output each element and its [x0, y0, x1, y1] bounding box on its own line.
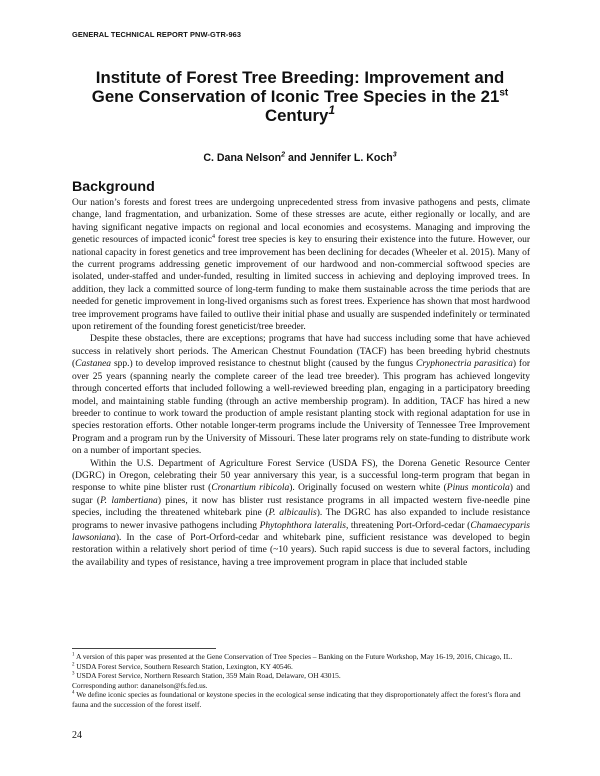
page-number: 24	[72, 730, 82, 741]
species-name: Castanea	[75, 359, 112, 370]
paragraph-2	[72, 333, 530, 457]
footnote-2-mark: 2	[72, 662, 75, 668]
author-1-footnote-mark: 2	[281, 151, 285, 159]
footnote-3-mark: 3	[72, 671, 75, 677]
footnote-2	[72, 662, 530, 672]
title-footnote-mark: 1	[328, 103, 336, 118]
footnote-4-mark: 4	[72, 690, 75, 696]
paragraph-3-text-c: ) and sugar (	[72, 483, 530, 506]
footnotes	[72, 652, 530, 710]
species-name: Phytophthora lateralis	[259, 520, 346, 531]
paragraph-2-text-a: Despite these obstacles, there are exceptions; programs that have had success including some that have achieved success in relatively short periods. The American Chestnut Foundation (TACF) has been breeding hybrid chestnuts (	[72, 334, 530, 370]
author-1: C. Dana Nelson	[203, 152, 282, 164]
footnote-divider	[72, 648, 216, 649]
paragraph-3-text-a: Within the U.S. Department of Agriculture Forest Service (USDA FS), the Dorena Genetic Resource Center (DGRC) in Oregon, celebrating their 50 year anniversary this year, is a successful long-term program that began in response to white pine blister rust (	[72, 458, 530, 494]
title-line-3: Century	[264, 106, 329, 125]
title-line-1: Institute of Forest Tree Breeding: Improvement and	[95, 68, 505, 87]
species-name: Cryphonectria parasitica	[416, 359, 513, 370]
section-heading: Background	[72, 179, 155, 195]
title-line-2: Gene Conservation of Iconic Tree Species in the 21	[91, 87, 500, 106]
running-header: GENERAL TECHNICAL REPORT PNW-GTR-963	[72, 30, 242, 39]
footnote-1-text: A version of this paper was presented at the Gene Conservation of Tree Species – Banking on the Future Workshop, May 16-19, 2016, Chicago, IL.	[74, 652, 513, 661]
paragraph-1	[72, 197, 530, 333]
paragraph-3-text-d: ) pines, it now has blister rust resistance programs in all impacted western five-needle pine species, including the threatened whitebark pine (	[72, 495, 530, 519]
author-2-footnote-mark: 3	[392, 151, 397, 159]
paragraph-3-text-b: ). Originally focused on western white (	[289, 483, 447, 494]
footnote-1	[72, 652, 530, 662]
title-superscript-st: st	[499, 87, 509, 99]
author-line	[60, 152, 540, 164]
paper-title	[60, 68, 540, 125]
paragraph-2-text-c: ) for over 25 years (spanning nearly the complete career of the lead tree breeder). This program has achieved longevity through concerted efforts that included following a well-reviewed breeding plan, engaging in a participatory breeding model, and maintaining stable funding (through an active membership program). In addition, TACF has hired a new breeder to continue to work toward the production of ample resistant planting stock with regional adaptation for use in species restoration efforts. Other notable longer-term programs include the University of Tennessee Tree Improvement Program and a program run by the University of Missouri. These later programs rely on state-funding to distribute work on a number of important species.	[72, 359, 530, 457]
paragraph-2-text-b: spp.) to develop improved resistance to chestnut blight (caused by the fungus	[111, 359, 416, 370]
footnote-3	[72, 671, 530, 681]
corresponding-author: Corresponding author: dananelson@fs.fed.us.	[72, 680, 208, 690]
paragraph-1-text-b: forest tree species is key to ensuring their existence into the future. However, our national capacity in forest genetics and tree improvement has been declining for decades (Wheeler et al. 2015). Many of the current programs addressing genetic improvement of our hardwood and non-commercial softwood species are isolated, under-staffed and under-funded, resulting in limited success in achieving and deploying improved trees. In addition, they lack a committed source of long-term funding to make them sustainable across the time periods that are needed for genetic improvement in long-lived organisms such as forest trees. Experience has shown that most hardwood tree improvement programs have failed to outlive their initial phase and usually are suspended indefinitely or terminated upon retirement of the founding forest geneticist/tree breeder.	[72, 235, 530, 333]
footnote-4-text: We define iconic species as foundational or keystone species in the ecological sense indicating that they disproportionately affect the forest’s flora and fauna and the succession of the forest itself.	[72, 690, 521, 709]
paragraph-3	[72, 458, 530, 570]
species-name: Pinus monticola	[446, 483, 510, 494]
footnote-4	[72, 690, 530, 709]
footnote-1-mark: 1	[72, 652, 75, 658]
author-2: Jennifer L. Koch	[309, 152, 393, 164]
species-name: Chamaecyparis lawsoniana	[72, 520, 530, 543]
paragraph-3-text-g: ). In the case of Port-Orford-cedar and whitebark pine, sufficient resistance was developed to begin restoration within a relatively short period of time (~10 years). Such rapid success is due to several factors, including the availability and types of resistance, having a tree improvement program in place that included stable	[72, 532, 530, 568]
species-name: P. lambertiana	[100, 495, 158, 506]
footnote-3-text: USDA Forest Service, Northern Research Station, 359 Main Road, Delaware, OH 43015.	[74, 671, 341, 681]
footnote-2-text: USDA Forest Service, Southern Research Station, Lexington, KY 40546.	[74, 661, 293, 671]
paragraph-3-text-f: , threatening Port-Orford-cedar (	[345, 520, 471, 531]
footnote-ref-4: 4	[212, 234, 216, 241]
paragraph-3-text-e: ). The DGRC has also expanded to include resistance programs to newer invasive pathogens including	[72, 508, 530, 531]
species-name: Cronartium ribicola	[211, 483, 290, 494]
body-text	[72, 197, 530, 569]
author-conjunction: and	[287, 152, 307, 164]
species-name: P. albicaulis	[268, 508, 317, 519]
paragraph-1-text-a: Our nation’s forests and forest trees are undergoing unprecedented stress from invasive pathogens and pests, climate change, land fragmentation, and urbanization. Some of these stresses are acute, either regionally or locally, and are having significant negative impacts on regional and local economies and ecosystems. Managing and improving the genetic resources of impacted iconic	[72, 198, 530, 246]
